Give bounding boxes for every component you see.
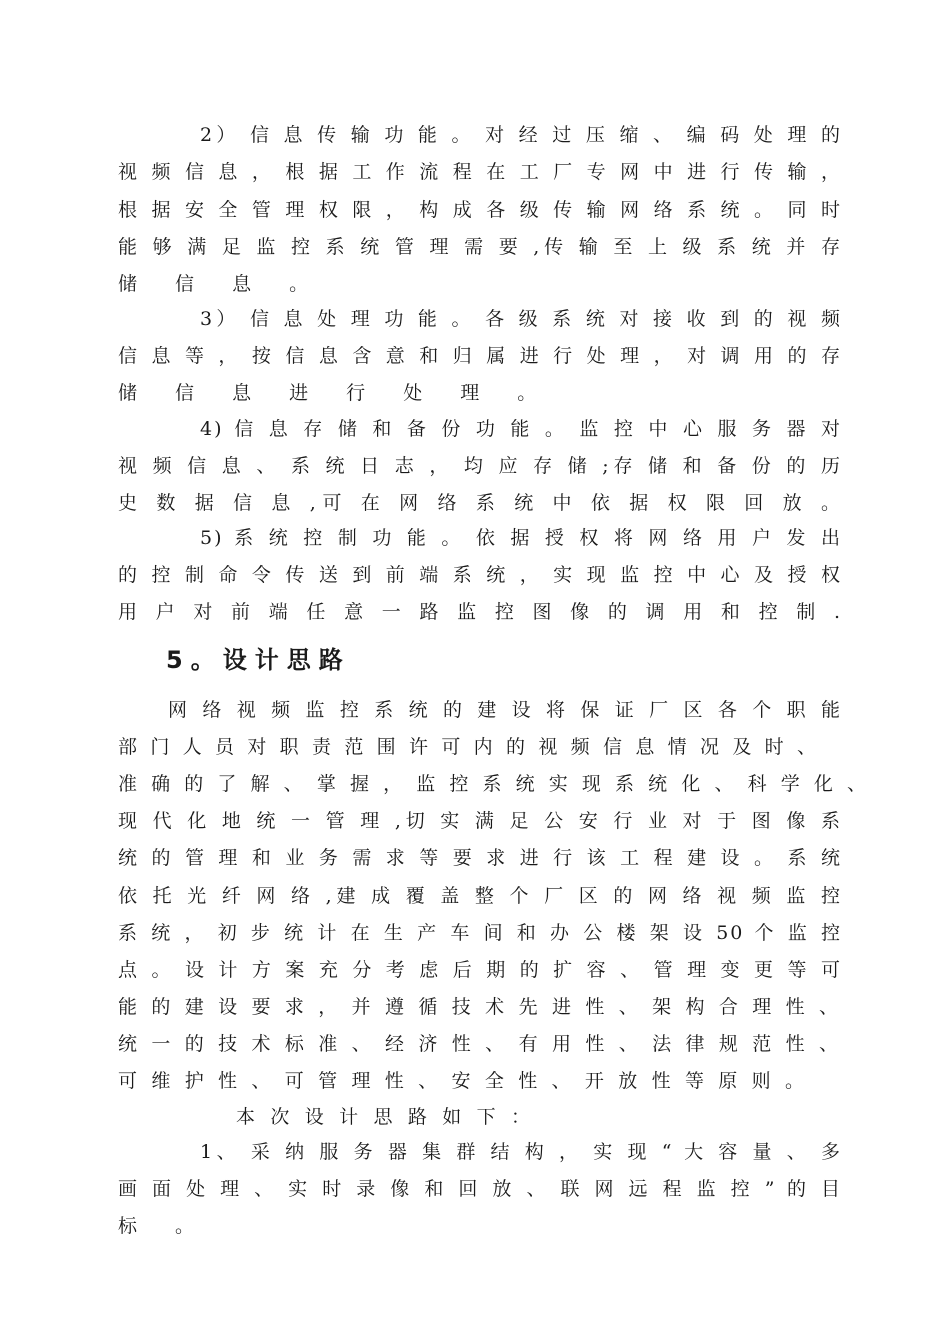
item2-line: 视 频 信 息 ， 根 据 工 作 流 程 在 工 厂 专 网 中 进 行 传 输 ， — [118, 161, 842, 183]
item4-line: 4) 信 息 存 储 和 备 份 功 能 。 监 控 中 心 服 务 器 对 — [200, 418, 842, 440]
section-heading: 5。设计思路 — [166, 646, 351, 674]
design-paragraph-line: 点 。 设 计 方 案 充 分 考 虑 后 期 的 扩 容 、 管 理 变 更 等 可 — [118, 959, 842, 981]
item3-line: 储 信 息 进 行 处 理 。 — [118, 382, 553, 404]
item4-line: 视 频 信 息 、 系 统 日 志 ， 均 应 存 储 ;存 储 和 备 份 的 历 — [118, 455, 842, 477]
design-point-line: 标 。 — [118, 1215, 211, 1237]
item4-line: 史 数 据 信 息 ,可 在 网 络 系 统 中 依 据 权 限 回 放 。 — [118, 492, 842, 514]
item2-line: 根 据 安 全 管 理 权 限 ， 构 成 各 级 传 输 网 络 系 统 。 同 时 — [118, 199, 842, 221]
design-point-line: 画 面 处 理 、 实 时 录 像 和 回 放 、 联 网 远 程 监 控 ” 的 目 — [118, 1178, 842, 1200]
design-paragraph-line: 可 维 护 性 、 可 管 理 性 、 安 全 性 、 开 放 性 等 原 则 。 — [118, 1070, 806, 1092]
item3-line: 信 息 等 ， 按 信 息 含 意 和 归 属 进 行 处 理 ， 对 调 用 的 存 — [118, 345, 842, 367]
item3-line: 3） 信 息 处 理 功 能 。 各 级 系 统 对 接 收 到 的 视 频 — [200, 308, 842, 330]
design-paragraph-line: 能 的 建 设 要 求 ， 并 遵 循 技 术 先 进 性 、 架 构 合 理 性 、 — [118, 996, 840, 1018]
design-paragraph-line: 部 门 人 员 对 职 责 范 围 许 可 内 的 视 频 信 息 情 况 及 时 、 — [118, 736, 818, 758]
design-intro: 本 次 设 计 思 路 如 下 ： — [236, 1106, 532, 1128]
design-paragraph-line: 统 一 的 技 术 标 准 、 经 济 性 、 有 用 性 、 法 律 规 范 性 、 — [118, 1033, 840, 1055]
item2-line: 储 信 息 。 — [118, 273, 325, 295]
design-paragraph-line: 统 的 管 理 和 业 务 需 求 等 要 求 进 行 该 工 程 建 设 。 系 统 — [118, 847, 842, 869]
design-paragraph-line: 准 确 的 了 解 、 掌 握 ， 监 控 系 统 实 现 系 统 化 、 科 学 化 、 — [118, 773, 868, 795]
design-paragraph-line: 网 络 视 频 监 控 系 统 的 建 设 将 保 证 厂 区 各 个 职 能 — [168, 699, 842, 721]
item5-line: 5) 系 统 控 制 功 能 。 依 据 授 权 将 网 络 用 户 发 出 — [200, 527, 842, 549]
item5-line: 的 控 制 命 令 传 送 到 前 端 系 统 ， 实 现 监 控 中 心 及 授 权 — [118, 564, 842, 586]
design-paragraph-line: 系 统 ， 初 步 统 计 在 生 产 车 间 和 办 公 楼 架 设 50 个 监 控 — [118, 922, 842, 944]
design-paragraph-line: 现 代 化 地 统 一 管 理 ,切 实 满 足 公 安 行 业 对 于 图 像 系 — [118, 810, 842, 832]
design-paragraph-line: 依 托 光 纤 网 络 ,建 成 覆 盖 整 个 厂 区 的 网 络 视 频 监 控 — [118, 885, 842, 907]
item2-line: 能 够 满 足 监 控 系 统 管 理 需 要 ,传 输 至 上 级 系 统 并 存 — [118, 236, 842, 258]
design-point-line: 1、 采 纳 服 务 器 集 群 结 构 ， 实 现 “ 大 容 量 、 多 — [200, 1141, 842, 1163]
item5-line: 用 户 对 前 端 任 意 一 路 监 控 图 像 的 调 用 和 控 制 . — [118, 601, 842, 623]
item2-line: 2） 信 息 传 输 功 能 。 对 经 过 压 缩 、 编 码 处 理 的 — [200, 124, 842, 146]
